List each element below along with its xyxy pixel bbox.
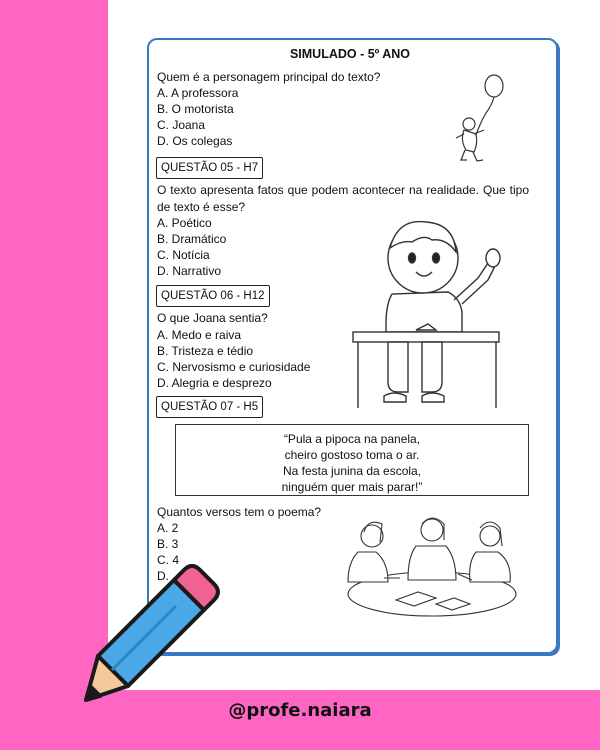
q4-option-c: C. 4 bbox=[157, 553, 180, 567]
q2-option-d: D. Narrativo bbox=[157, 264, 222, 278]
q2-option-a: A. Poético bbox=[157, 216, 212, 230]
question-tag-05: QUESTÃO 05 - H7 bbox=[156, 157, 263, 179]
question-1-text: Quem é a personagem principal do texto? bbox=[157, 70, 381, 84]
page-title: SIMULADO - 5º ANO bbox=[289, 47, 411, 61]
author-handle: @profe.naiara bbox=[228, 700, 372, 721]
pencil-icon bbox=[76, 560, 226, 710]
q1-option-b: B. O motorista bbox=[157, 102, 234, 116]
q3-option-d: D. Alegria e desprezo bbox=[157, 376, 272, 390]
q2-option-b: B. Dramático bbox=[157, 232, 227, 246]
poem-box bbox=[175, 424, 529, 496]
q4-option-d: D. bbox=[157, 569, 169, 583]
poem-line-3: Na festa junina da escola, bbox=[282, 464, 422, 478]
question-3-text: O que Joana sentia? bbox=[157, 311, 268, 325]
students-reading-illustration bbox=[340, 512, 525, 620]
q1-option-a: A. A professora bbox=[157, 86, 239, 100]
q1-option-c: C. Joana bbox=[157, 118, 206, 132]
q2-option-c: C. Notícia bbox=[157, 248, 210, 262]
balloon-kid-illustration bbox=[452, 72, 512, 168]
poem-line-2: cheiro gostoso toma o ar. bbox=[284, 448, 420, 462]
q3-option-c: C. Nervosismo e curiosidade bbox=[157, 360, 311, 374]
question-tag-07: QUESTÃO 07 - H5 bbox=[156, 396, 263, 418]
q3-option-b: B. Tristeza e tédio bbox=[157, 344, 254, 358]
question-4-text: Quantos versos tem o poema? bbox=[157, 505, 322, 519]
question-2-text: O texto apresenta fatos que podem acontecer na realidade. Que tipo de texto é esse? bbox=[157, 183, 529, 214]
poem-line-4: ninguém quer mais parar!” bbox=[281, 480, 423, 494]
student-at-desk-illustration bbox=[350, 212, 510, 408]
q4-option-b: B. 3 bbox=[157, 537, 179, 551]
q4-option-a: A. 2 bbox=[157, 521, 179, 535]
question-tag-06: QUESTÃO 06 - H12 bbox=[156, 285, 270, 307]
q3-option-a: A. Medo e raiva bbox=[157, 328, 242, 342]
poem-line-1: “Pula a pipoca na panela, bbox=[283, 432, 421, 446]
q1-option-d: D. Os colegas bbox=[157, 134, 233, 148]
